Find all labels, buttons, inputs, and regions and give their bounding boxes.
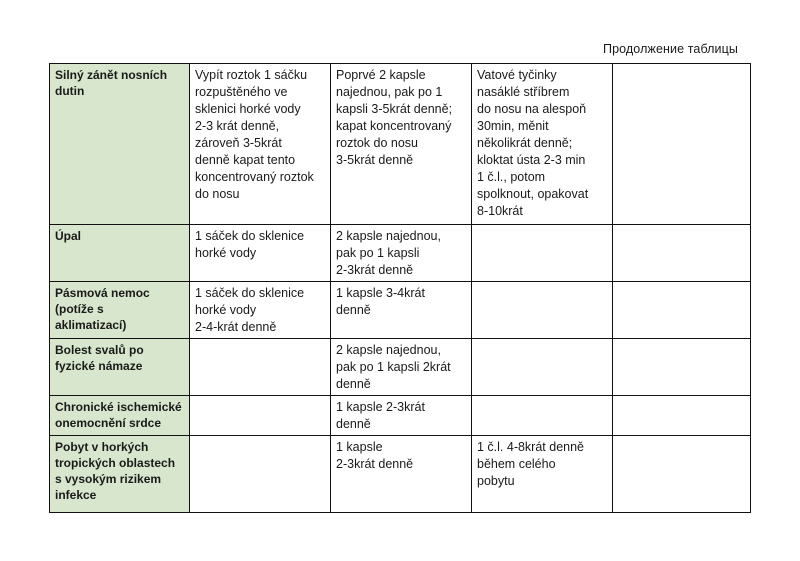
table-cell: 2 kapsle najednou, pak po 1 kapsli 2-3krát denně	[331, 225, 472, 282]
table-row	[50, 225, 751, 282]
table-cell: Poprvé 2 kapsle najednou, pak po 1 kapsli 3-5krát denně; kapat koncentrovaný roztok do nosu 3-5krát denně	[331, 64, 472, 225]
condition-cell: Pásmová nemoc (potíže s aklimatizací)	[50, 282, 190, 339]
table-cell: 1 kapsle 2-3krát denně	[331, 396, 472, 436]
table-cell	[472, 339, 613, 396]
condition-cell: Chronické ischemické onemocnění srdce	[50, 396, 190, 436]
table-cell	[190, 436, 331, 513]
table-cell	[472, 225, 613, 282]
table-row	[50, 436, 751, 513]
condition-cell: Silný zánět nosních dutin	[50, 64, 190, 225]
table-row	[50, 339, 751, 396]
table-cell	[613, 436, 751, 513]
condition-cell: Úpal	[50, 225, 190, 282]
table-cell	[613, 339, 751, 396]
table-cell: 2 kapsle najednou, pak po 1 kapsli 2krát denně	[331, 339, 472, 396]
table-cell	[613, 396, 751, 436]
table-cell: 1 č.l. 4-8krát denně během celého pobytu	[472, 436, 613, 513]
table-cell: 1 sáček do sklenice horké vody	[190, 225, 331, 282]
table-cell	[190, 396, 331, 436]
table-cell: 1 sáček do sklenice horké vody 2-4-krát denně	[190, 282, 331, 339]
table-cell: Vypít roztok 1 sáčku rozpuštěného ve sklenici horké vody 2-3 krát denně, zároveň 3-5krát denně kapat tento koncentrovaný roztok do nosu	[190, 64, 331, 225]
table-cell: 1 kapsle 3-4krát denně	[331, 282, 472, 339]
table-cell	[613, 282, 751, 339]
table-row	[50, 64, 751, 225]
table-cell	[190, 339, 331, 396]
dosage-table	[49, 63, 751, 513]
table-cell	[472, 282, 613, 339]
table-cell	[613, 225, 751, 282]
table-continuation-caption: Продолжение таблицы	[603, 42, 738, 56]
table-row	[50, 396, 751, 436]
table-cell: Vatové tyčinky nasáklé stříbrem do nosu na alespoň 30min, měnit několikrát denně; kloktat ústa 2-3 min 1 č.l., potom spolknout, opakovat 8-10krát	[472, 64, 613, 225]
table-cell	[472, 396, 613, 436]
condition-cell: Pobyt v horkých tropických oblastech s vysokým rizikem infekce	[50, 436, 190, 513]
table-row	[50, 282, 751, 339]
table-cell	[613, 64, 751, 225]
table-cell: 1 kapsle 2-3krát denně	[331, 436, 472, 513]
condition-cell: Bolest svalů po fyzické námaze	[50, 339, 190, 396]
